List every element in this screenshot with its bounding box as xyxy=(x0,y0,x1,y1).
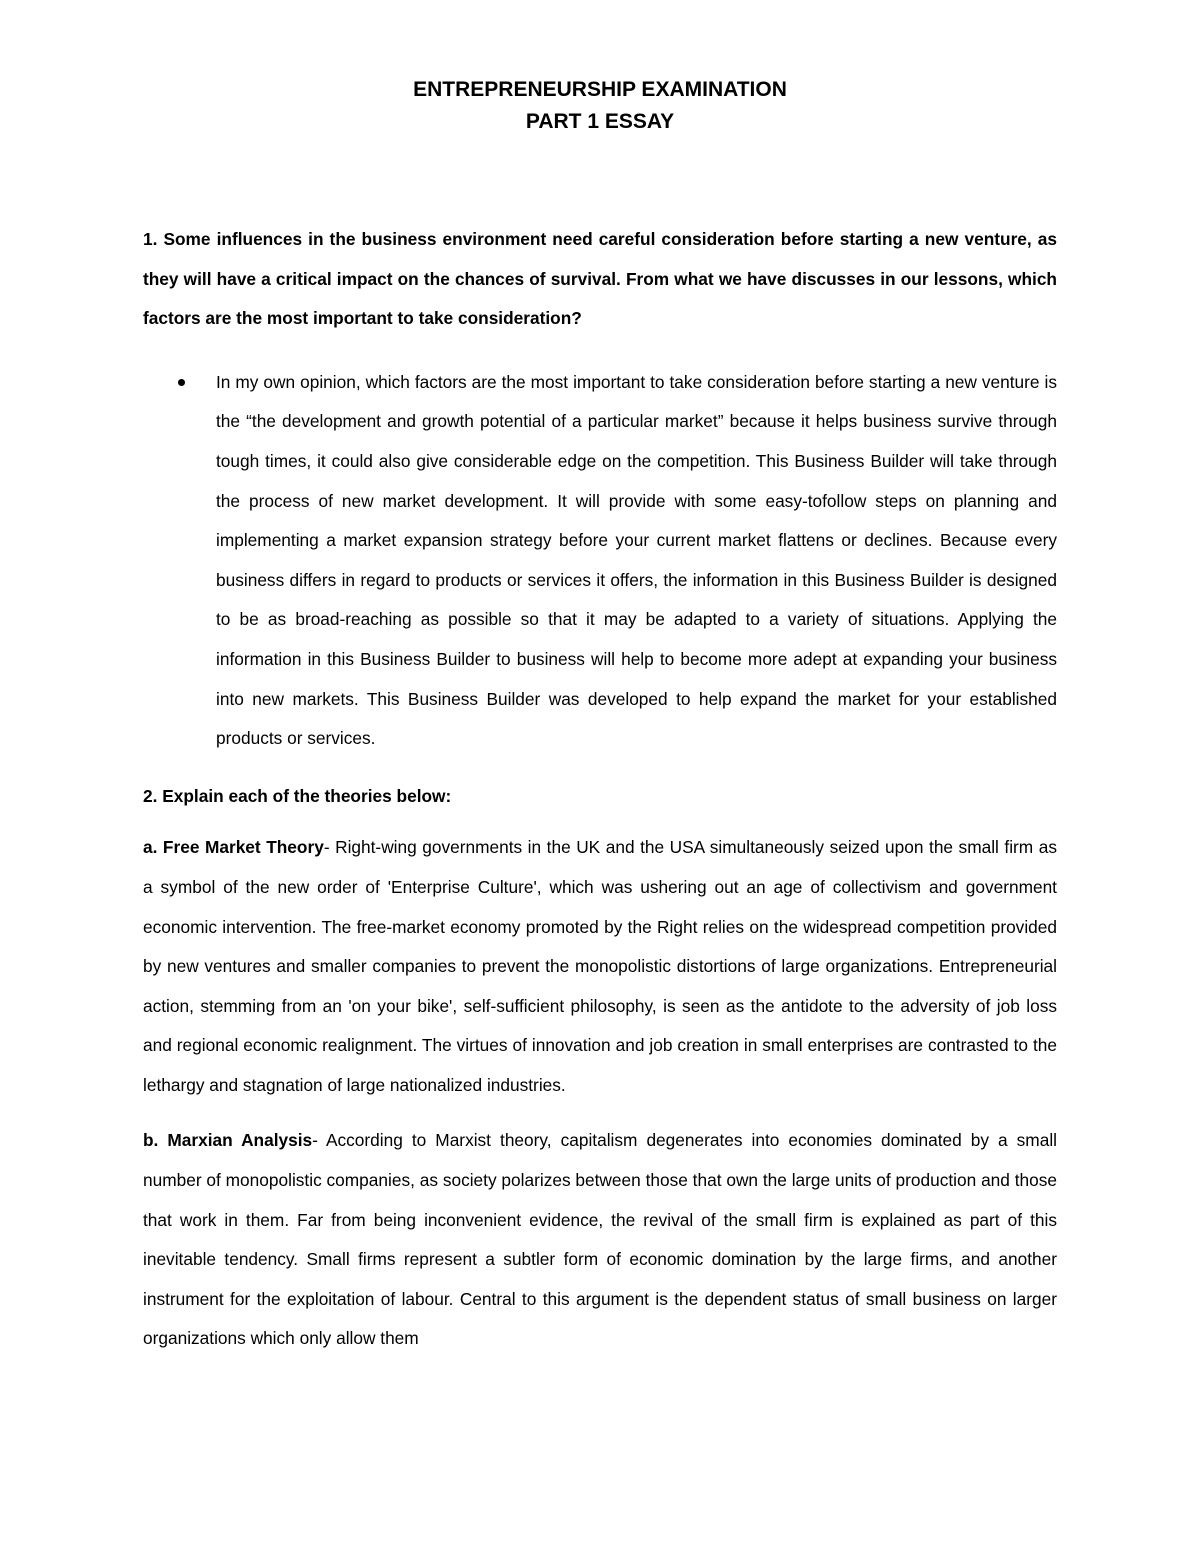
theory-b-paragraph xyxy=(143,1121,1057,1359)
question-2: 2. Explain each of the theories below: xyxy=(143,785,452,806)
theory-a-text: - Right-wing governments in the UK and the USA simultaneously seized upon the small firm as a symbol of the new order of 'Enterprise Culture', which was ushering out an age of collectivism and government economic intervention. The free-market economy promoted by the Right relies on the widespread competition provided by new ventures and smaller companies to prevent the monopolistic distortions of large organizations. Entrepreneurial action, stemming from an 'on your bike', self-sufficient philosophy, is seen as the antidote to the adversity of job loss and regional economic realignment. The virtues of innovation and job creation in small enterprises are contrasted to the lethargy and stagnation of large nationalized industries. xyxy=(143,837,1057,1095)
theory-a-term: a. Free Market Theory xyxy=(143,837,324,858)
question-1: 1. Some influences in the business environment need careful consideration before starting a new venture, as they will have a critical impact on the chances of survival. From what we have discusses in our lessons, which factors are the most important to take consideration? xyxy=(143,229,1057,329)
document-title: ENTREPRENEURSHIP EXAMINATION xyxy=(413,78,787,101)
bullet-icon xyxy=(143,363,216,402)
document-page xyxy=(143,74,1057,1375)
document-subtitle: PART 1 ESSAY xyxy=(525,110,675,133)
answer-1-text: In my own opinion, which factors are the most important to take consideration before starting a new venture is the “the development and growth potential of a particular market” because it helps business survive through tough times, it could also give considerable edge on the competition. This Business Builder will take through the process of new market development. It will provide with some easy-tofollow steps on planning and implementing a market expansion strategy before your current market flattens or declines. Because every business differs in regard to products or services it offers, the information in this Business Builder is designed to be as broad-reaching as possible so that it may be adapted to a variety of situations. Applying the information in this Business Builder to business will help to become more adept at expanding your business into new markets. This Business Builder was developed to help expand the market for your established products or services. xyxy=(216,371,1057,749)
theory-b-term: b. Marxian Analysis xyxy=(143,1130,313,1151)
answer-1-bullet xyxy=(143,363,1057,759)
theory-b-text: - According to Marxist theory, capitalism degenerates into economies dominated by a small number of monopolistic companies, as society polarizes between those that own the large units of production and those that work in them. Far from being inconvenient evidence, the revival of the small firm is explained as part of this inevitable tendency. Small firms represent a subtler form of economic domination by the large firms, and another instrument for the exploitation of labour. Central to this argument is the dependent status of small business on larger organizations which only allow them xyxy=(143,1130,1057,1349)
theory-a-paragraph xyxy=(143,828,1057,1105)
